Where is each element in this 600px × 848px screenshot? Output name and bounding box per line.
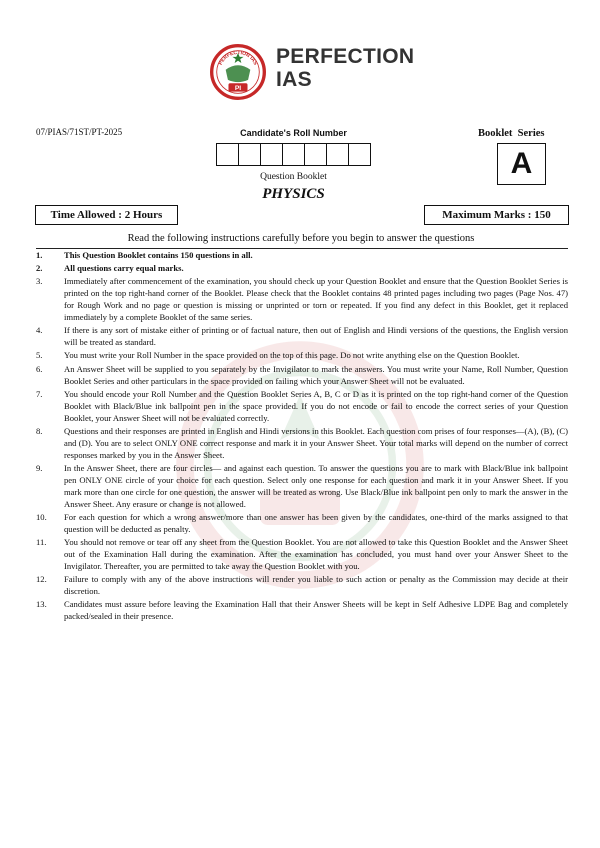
brand-line1: PERFECTION <box>276 45 415 68</box>
instruction-number: 1. <box>36 250 43 260</box>
brand-name <box>276 45 414 91</box>
roll-digit-box[interactable] <box>305 144 327 165</box>
instruction-number: 3. <box>36 276 43 287</box>
instruction-number: 13. <box>36 598 47 609</box>
instruction-item <box>36 463 568 511</box>
roll-digit-box[interactable] <box>261 144 283 165</box>
instruction-text: Failure to comply with any of the above instructions will render you liable to such action or penalty as the Commission may decide at their discretion. <box>64 573 568 596</box>
instructions-list <box>36 250 568 624</box>
booklet-series-title: Booklet Series <box>478 128 545 139</box>
instruction-number: 2. <box>36 263 43 274</box>
time-allowed-box: Time Allowed : 2 Hours <box>35 205 178 225</box>
instruction-text: For each question for which a wrong answer/more than one answer has been given by the candidates, one-third of the marks assigned to that question will be deducted as penalty. <box>64 511 568 534</box>
roll-digit-box[interactable] <box>283 144 305 165</box>
instruction-text: You must write your Roll Number in the space provided on the top of this page. Do not write anything else on the Question Booklet. <box>64 350 520 361</box>
instruction-item <box>36 426 568 462</box>
instruction-number: 9. <box>36 462 43 473</box>
instruction-item <box>36 276 568 324</box>
instruction-text: In the Answer Sheet, there are four circles— and against each question. To answer the questions you are to mark with Black/Blue ink ballpoint pen ONLY ONE circle of your choice for each question. Select only one response for each question and mark it in your Answer Sheet. If you mark more than one circle for one question, the answer will be treated as wrong. Use Black/Blue ink ballpoint pen only to mark the answer in the Answer Sheet. Any erasure or change is not allowed. <box>64 462 568 509</box>
instruction-item <box>36 389 568 425</box>
instruction-text: Immediately after commencement of the examination, you should check up your Question Booklet and ensure that the Question Booklet Series is printed on the top right-hand corner of the Booklet. Please check that the Booklet contains 48 printed pages including two pages (Page Nos. 47) for Rough Work and no page or question is missing or unprinted or torn or repeated. If you find any defect in this Booklet, get it replaced immediately by a complete Booklet of the same series. <box>64 276 568 323</box>
instruction-text: This Question Booklet contains 150 questions in all. <box>64 250 253 260</box>
instruction-text: Questions and their responses are printed in English and Hindi versions in this Booklet. Each question com prises of four responses—(A), (B), (C) and (D). You are to select ONLY ONE correct response and mark it in your Answer Sheet. Your total marks will depend on the number of correct responses marked by you in the Answer Sheet. <box>64 425 568 460</box>
divider <box>36 248 568 249</box>
instruction-item <box>36 263 568 275</box>
instruction-number: 7. <box>36 388 43 399</box>
instruction-number: 8. <box>36 425 43 436</box>
instruction-item <box>36 250 568 262</box>
instruction-number: 12. <box>36 573 47 584</box>
instruction-item <box>36 537 568 573</box>
instruction-item <box>36 599 568 623</box>
instruction-number: 5. <box>36 350 43 361</box>
instruction-number: 6. <box>36 363 43 374</box>
instruction-text: An Answer Sheet will be supplied to you separately by the Invigilator to mark the answers. You must write your Name, Roll Number, Question Booklet Series and other particulars in the space provided on failing which your Answer Sheet will not be evaluated. <box>64 363 568 386</box>
instruction-item <box>36 350 568 362</box>
maximum-marks-box: Maximum Marks : 150 <box>424 205 569 225</box>
roll-digit-box[interactable] <box>239 144 261 165</box>
instruction-number: 4. <box>36 325 43 336</box>
instruction-item <box>36 364 568 388</box>
instruction-number: 11. <box>36 536 47 547</box>
roll-number-title: Candidate's Roll Number <box>240 128 347 138</box>
instruction-text: All questions carry equal marks. <box>64 263 184 274</box>
question-booklet-label: Question Booklet <box>260 172 327 182</box>
instructions-heading: Read the following instructions carefully before you begin to answer the questions <box>127 233 475 244</box>
roll-digit-box[interactable] <box>217 144 239 165</box>
instruction-item <box>36 325 568 349</box>
instruction-text: You should encode your Roll Number and the Question Booklet Series A, B, C or D as it is printed on the top right-hand corner of the Question Booklet with Black/Blue ink ballpoint pen in the space provided. If you do not encode or fail to encode the correct series of your Question Booklet, your Answer Sheet will not be evaluated correctly. <box>64 388 568 423</box>
roll-number-boxes[interactable] <box>216 143 371 166</box>
instruction-text: You should not remove or tear off any sheet from the Question Booklet. You are not allowed to take this Question Booklet and the Answer Sheet out of the Examination Hall during the examination. After the examination has concluded, you must hand over your Answer Sheet to the Invigilator. Thereafter, you are permitted to take away the Question Booklet with you. <box>64 536 568 571</box>
instruction-text: Candidates must assure before leaving the Examination Hall that their Answer Sheets will be kept in Self Adhesive LDPE Bag and completely packed/sealed in their presence. <box>64 598 568 621</box>
booklet-series-letter: A <box>497 143 546 185</box>
logo-emblem <box>210 44 266 100</box>
paper-code: 07/PIAS/71ST/PT-2025 <box>36 127 123 137</box>
roll-digit-box[interactable] <box>349 144 370 165</box>
svg-text:PERFECTION IAS: PERFECTION IAS <box>217 50 259 67</box>
brand-line2: IAS <box>276 68 312 91</box>
instruction-item <box>36 574 568 598</box>
instruction-number: 10. <box>36 511 47 522</box>
subject-title: PHYSICS <box>262 186 325 202</box>
instruction-item <box>36 512 568 536</box>
svg-text:PI: PI <box>234 84 242 92</box>
roll-digit-box[interactable] <box>327 144 349 165</box>
instruction-text: If there is any sort of mistake either of printing or of factual nature, then out of English and Hindi versions of the questions, the English version will be treated as standard. <box>64 325 568 348</box>
